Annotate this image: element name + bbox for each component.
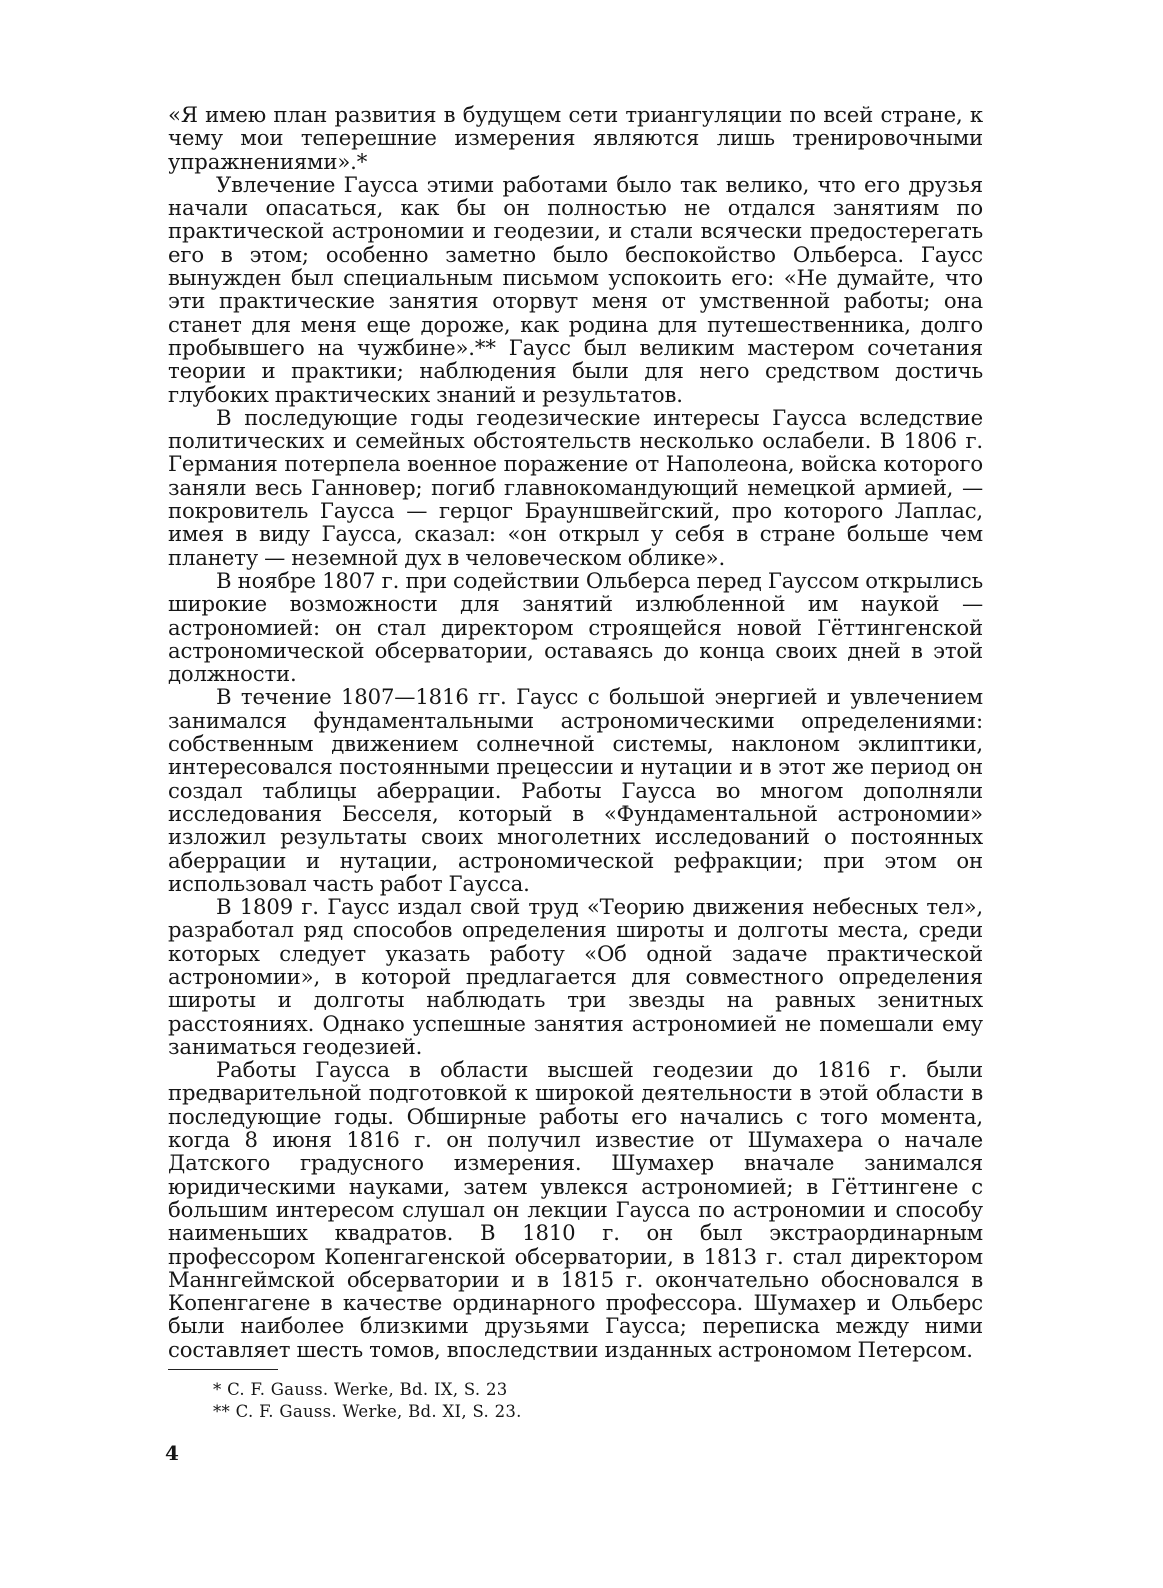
paragraph-1: «Я имею план развития в будущем сети триангуляции по всей стране, к чему мои теперешние измерения являются лишь тренировочными упражнениями».*: [168, 102, 983, 174]
page-number: 4: [165, 1441, 179, 1465]
paragraph-4: В ноябре 1807 г. при содействии Ольберса перед Гауссом открылись широкие возможности для занятий излюбленной им наукой — астрономией: он стал директором строящейся новой Гёттингенской астрономической обсерватории, оставаясь до конца своих дней в этой должности.: [168, 567, 983, 687]
footnotes: [213, 1379, 813, 1423]
main-text: [168, 103, 983, 1361]
paragraph-3: В последующие годы геодезические интересы Гаусса вследствие политических и семейных обстоятельств несколько ослабели. В 1806 г. Германия потерпела военное поражение от Наполеона, войска которого заняли весь Ганновер; погиб главнокомандующий немецкой армией, — покровитель Гаусса — герцог Брауншвейгский, про которого Лаплас, имея в виду Гаусса, сказал: «он открыл у себя в стране больше чем планету — неземной дух в человеческом облике».: [168, 404, 983, 570]
paragraph-7: Работы Гаусса в области высшей геодезии до 1816 г. были предварительной подготовкой к широкой деятельности в этой области в последующие годы. Обширные работы его начались с того момента, когда 8 июня 1816 г. он получил известие от Шумахера о начале Датского градусного измерения. Шумахер вначале занимался юридическими науками, затем увлекся астрономией; в Гёттингене с большим интересом слушал он лекции Гаусса по астрономии и способу наименьших квадратов. В 1810 г. он был экстраординарным профессором Копенгагенской обсерватории, в 1813 г. стал директором Маннгеймской обсерватории и в 1815 г. окончательно обосновался в Копенгагене в качестве ординарного профессора. Шумахер и Ольберс были наиболее близкими друзьями Гаусса; переписка между ними составляет шесть томов, впоследствии изданных астрономом Петерсом.: [168, 1057, 983, 1362]
footnote-2: ** C. F. Gauss. Werke, Bd. XI, S. 23.: [213, 1402, 522, 1421]
paragraph-6: В 1809 г. Гаусс издал свой труд «Теорию движения небесных тел», разработал ряд способов определения широты и долготы места, среди которых следует указать работу «Об одной задаче практической астрономии», в которой предлагается для совместного определения широты и долготы наблюдать три звезды на равных зенитных расстояниях. Однако успешные занятия астрономией не помешали ему заниматься геодезией.: [168, 894, 983, 1059]
footnote-1: * C. F. Gauss. Werke, Bd. IX, S. 23: [213, 1380, 508, 1399]
paragraph-5: В течение 1807—1816 гг. Гаусс с большой энергией и увлечением занимался фундаментальными астрономическими определениями: собственным движением солнечной системы, наклоном эклиптики, интересовался постоянными прецессии и нутации и в этот же период он создал таблицы аберрации. Работы Гаусса во многом дополняли исследования Бесселя, который в «Фундаментальной астрономии» изложил результаты своих многолетних исследований о постоянных аберрации и нутации, астрономической рефракции; при этом он использовал часть работ Гаусса.: [168, 684, 983, 896]
footnote-divider: [168, 1369, 278, 1370]
paragraph-2: Увлечение Гаусса этими работами было так велико, что его друзья начали опасаться, как бы он полностью не отдался занятиям по практической астрономии и геодезии, и стали всячески предостерегать его в этом; особенно заметно было беспокойство Ольберса. Гаусс вынужден был специальным письмом успокоить его: «Не думайте, что эти практические занятия оторвут меня от умственной работы; она станет для меня еще дороже, как родина для путешественника, долго пробывшего на чужбине».** Гаусс был великим мастером сочетания теории и практики; наблюдения были для него средством достичь глубоких практических знаний и результатов.: [168, 171, 983, 407]
